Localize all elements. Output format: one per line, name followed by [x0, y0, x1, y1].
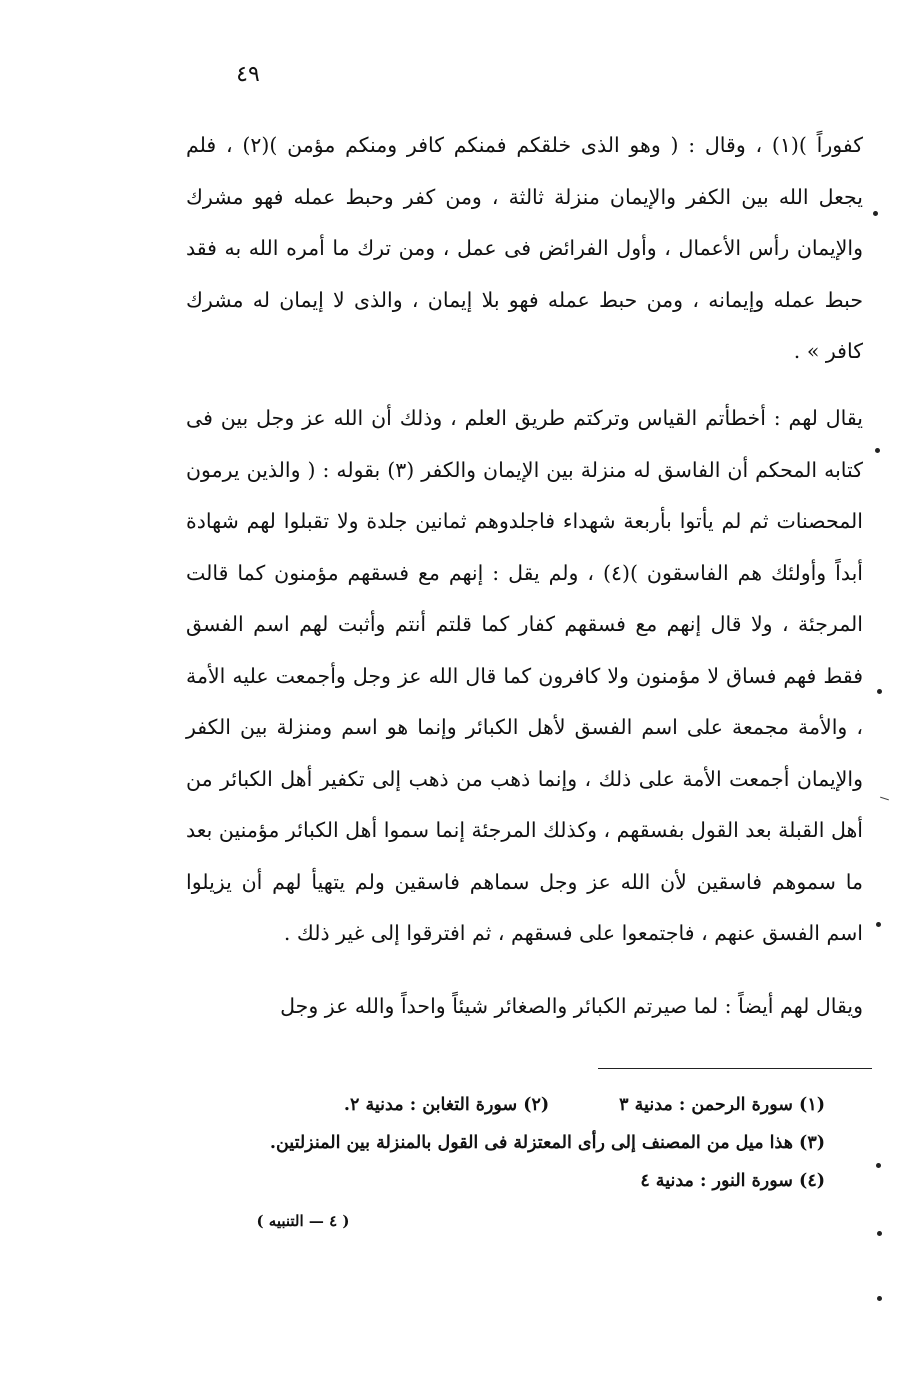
paragraph-2: يقال لهم : أخطأتم القياس وتركتم طريق العلم ، وذلك أن الله عز وجل بين فى كتابه المحكم أن الفاسق له منزلة بين الإيمان والكفر (٣) بقوله : ( والذين يرمون المحصنات ثم لم يأتوا بأربعة شهداء فاجلدوهم ثمانين جلدة ولا تقبلوا لهم شهادة أبداً وأولئك هم الفاسقون )(٤) ، ولم يقل : إنهم مع فسقهم مؤمنون كما قالت المرجئة ، ولا قال إنهم مع فسقهم كفار كما قلتم أنتم وأثبت لهم اسم الفسق فقط فهم فساق لا مؤمنون ولا كافرون كما قال الله عز وجل وأجمعت عليه الأمة ، والأمة مجمعة على اسم الفسق لأهل الكبائر وإنما هو اسم ومنزلة بين الكفر والإيمان أجمعت الأمة على ذلك ، وإنما ذهب من ذهب إلى تكفير أهل الكبائر من أهل القبلة بعد القول بفسقهم ، وكذلك المرجئة إنما سموا أهل الكبائر مؤمنين بعد ما سموهم فاسقين لأن الله عز وجل سماهم فاسقين ولم يتهيأ لهم أن يزيلوا اسم الفسق عنهم ، فاجتمعوا على فسقهم ، ثم افترقوا إلى غير ذلك .: [186, 406, 864, 945]
margin-dot: [877, 1231, 882, 1236]
margin-dot: [876, 1163, 881, 1168]
footnote-4: (٤) سورة النور : مدنية ٤: [640, 1171, 825, 1191]
margin-dot: [877, 1296, 882, 1301]
paragraph-1: كفوراً )(١) ، وقال : ( وهو الذى خلقكم فمنكم كافر ومنكم مؤمن )(٢) ، فلم يجعل الله بين الكفر والإيمان منزلة ثالثة ، ومن كفر وحبط عمله فهو مشرك والإيمان رأس الأعمال ، وأول الفرائض فى عمل ، ومن ترك ما أمره الله به فقد حبط عمله وإيمانه ، ومن حبط عمله فهو بلا إيمان ، والذى لا إيمان له مشرك كافر » .: [186, 133, 863, 363]
margin-dot: [875, 448, 880, 453]
footnote-divider: [598, 1068, 872, 1069]
paragraph-3: ويقال لهم أيضاً : لما صيرتم الكبائر والصغائر شيئاً واحداً والله عز وجل: [280, 994, 863, 1018]
margin-dot: [877, 689, 882, 694]
footnote-3: (٣) هذا ميل من المصنف إلى رأى المعتزلة فى القول بالمنزلة بين المنزلتين.: [269, 1133, 825, 1153]
footnote-1: (١) سورة الرحمن : مدنية ٣: [619, 1095, 825, 1115]
page-number: ٤٩: [236, 62, 260, 87]
margin-mark: [880, 797, 889, 801]
footnote-row-1: [230, 1086, 825, 1124]
footnote-2: (٢) سورة التغابن : مدنية ٢.: [343, 1095, 550, 1115]
margin-dot: [873, 211, 878, 216]
footnotes: [230, 1086, 825, 1200]
margin-dot: [876, 922, 881, 927]
signature-mark: ( ٤ — التنبيه ): [256, 1212, 350, 1230]
